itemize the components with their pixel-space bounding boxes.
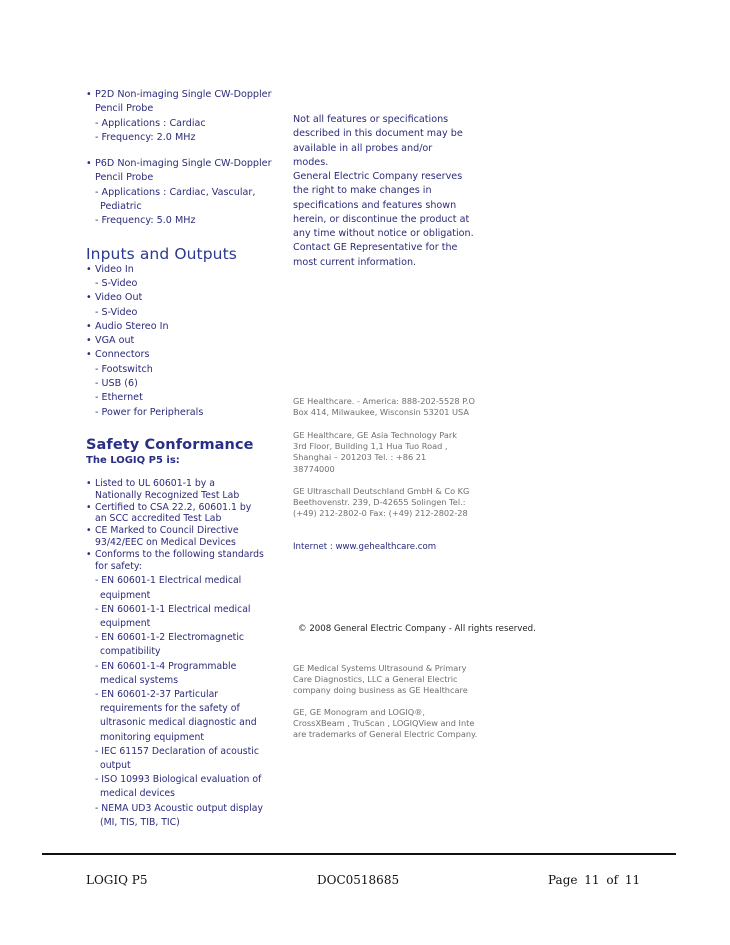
footer-doc-number: DOC0518685 bbox=[317, 873, 400, 887]
io-item: • Video Out bbox=[86, 291, 286, 305]
safety-bullet: • Certified to CSA 22.2, 60601.1 by an SCC accredited Test Lab bbox=[86, 502, 264, 526]
standard-item: - NEMA UD3 Acoustic output display (MI, TIS, TIB, TIC) bbox=[95, 802, 263, 828]
footer-divider bbox=[42, 853, 676, 855]
address-america: GE Healthcare. - America: 888-202-5528 P.O Box 414, Milwaukee, Wisconsin 53201 USA bbox=[293, 396, 475, 418]
io-section-title: Inputs and Outputs bbox=[86, 244, 237, 263]
footer-product: LOGIQ P5 bbox=[86, 873, 148, 887]
internet-link[interactable]: Internet : www.gehealthcare.com bbox=[293, 542, 437, 552]
probe-detail: - Frequency: 2.0 MHz bbox=[95, 131, 196, 143]
io-subitem: - Ethernet bbox=[95, 392, 143, 404]
io-item: • Connectors bbox=[86, 348, 286, 362]
io-subitem: - Footswitch bbox=[95, 363, 153, 375]
standard-item: - EN 60601-2-37 Particular requirements for the safety of ultrasonic medical diagnostic and monitoring equipment bbox=[95, 688, 257, 743]
probe-detail: - Frequency: 5.0 MHz bbox=[95, 215, 196, 227]
footer-page-number: Page 11 of 11 bbox=[548, 873, 641, 887]
address-germany: GE Ultraschall Deutschland GmbH & Co KG Beethovenstr. 239, D-42655 Solingen Tel.: (+49) 212-2802-0 Fax: (+49) 212-2802-28 bbox=[293, 486, 470, 519]
io-subitem: - Power for Peripherals bbox=[95, 406, 204, 418]
trademarks: GE, GE Monogram and LOGIQ®, CrossXBeam , TruScan , LOGIQView and Inte are trademarks of General Electric Company. bbox=[293, 707, 478, 740]
rights-note: General Electric Company reserves the right to make changes in specifications and features shown herein, or discontinue the product at any time without notice or obligation. Contact GE Representative for the most current information. bbox=[293, 171, 474, 268]
probe-title: • P2D Non-imaging Single CW-Doppler Pencil Probe bbox=[86, 88, 286, 117]
safety-bullet: • Listed to UL 60601-1 by a Nationally Recognized Test Lab bbox=[86, 478, 264, 502]
probe-title: • P6D Non-imaging Single CW-Doppler Pencil Probe bbox=[86, 157, 286, 186]
standards-list bbox=[86, 574, 274, 830]
safety-section-title: Safety Conformance bbox=[86, 436, 254, 453]
standard-item: - EN 60601-1 Electrical medical equipment bbox=[95, 575, 242, 601]
io-subitem: - S-Video bbox=[95, 306, 138, 318]
probe-p6d bbox=[86, 157, 286, 228]
safety-bullets bbox=[86, 478, 264, 572]
probe-detail: - Applications : Cardiac bbox=[95, 117, 206, 129]
availability-note: Not all features or specifications described in this document may be available in all probes and/or modes. bbox=[293, 114, 463, 168]
standard-item: - EN 60601-1-1 Electrical medical equipment bbox=[95, 603, 251, 629]
address-asia: GE Healthcare, GE Asia Technology Park 3rd Floor, Building 1,1 Hua Tuo Road , Shanghai – 201203 Tel. : +86 21 38774000 bbox=[293, 430, 457, 474]
left-column bbox=[86, 88, 286, 830]
safety-subtitle: The LOGIQ P5 is: bbox=[86, 454, 180, 466]
probe-detail: - Applications : Cardiac, Vascular, bbox=[95, 186, 256, 198]
standard-item: - EN 60601-1-2 Electromagnetic compatibility bbox=[95, 632, 245, 658]
io-item: • Audio Stereo In bbox=[86, 320, 286, 334]
io-subitem: - S-Video bbox=[95, 277, 138, 289]
probe-p2d bbox=[86, 88, 286, 145]
company-note: GE Medical Systems Ultrasound & Primary Care Diagnostics, LLC a General Electric company doing business as GE Healthcare bbox=[293, 663, 468, 696]
safety-bullet: • CE Marked to Council Directive 93/42/EEC on Medical Devices bbox=[86, 525, 264, 549]
io-list bbox=[86, 263, 286, 420]
copyright: © 2008 General Electric Company - All rights reserved. bbox=[298, 624, 536, 634]
standard-item: - ISO 10993 Biological evaluation of medical devices bbox=[95, 774, 262, 800]
io-item: • Video In bbox=[86, 263, 286, 277]
standard-item: - IEC 61157 Declaration of acoustic output bbox=[95, 745, 259, 771]
standard-item: - EN 60601-1-4 Programmable medical systems bbox=[95, 660, 237, 686]
safety-bullet: • Conforms to the following standards for safety: bbox=[86, 549, 264, 573]
io-item: • VGA out bbox=[86, 334, 286, 348]
io-subitem: - USB (6) bbox=[95, 378, 138, 390]
probe-detail: Pediatric bbox=[100, 201, 142, 213]
